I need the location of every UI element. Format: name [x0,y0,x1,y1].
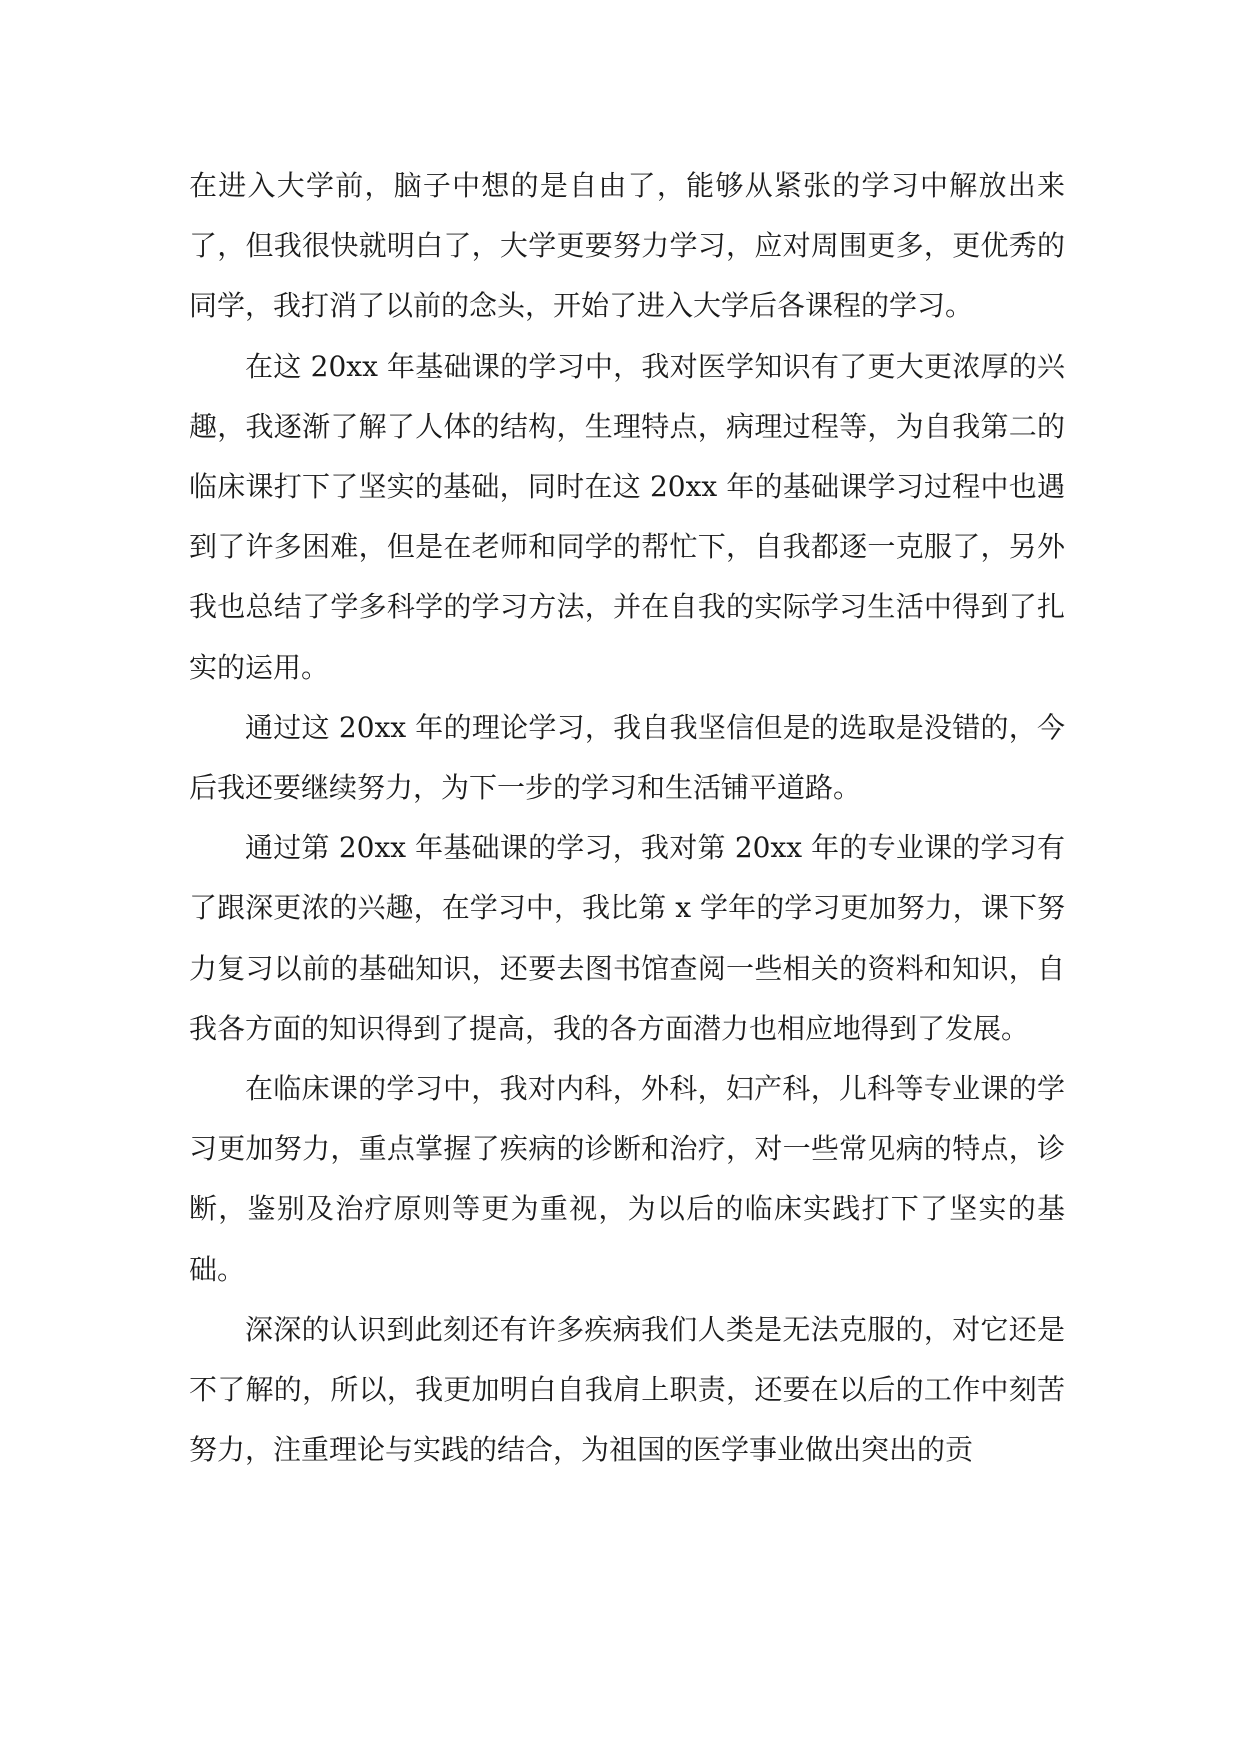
paragraph-2: 在这 20xx 年基础课的学习中，我对医学知识有了更大更浓厚的兴趣，我逐渐了解了人体的结构，生理特点，病理过程等，为自我第二的临床课打下了坚实的基础，同时在这 20xx 年的基础课学习过程中也遇到了许多困难，但是在老师和同学的帮忙下，自我都逐一克服了，另外我也总结了学多科学的学习方法，并在自我的实际学习生活中得到了扎实的运用。 [189,349,1065,684]
paragraph-4: 通过第 20xx 年基础课的学习，我对第 20xx 年的专业课的学习有了跟深更浓的兴趣，在学习中，我比第 x 学年的学习更加努力，课下努力复习以前的基础知识，还要去图书馆查阅一些相关的资料和知识，自我各方面的知识得到了提高，我的各方面潜力也相应地得到了发展。 [189,831,1065,1045]
paragraph-1: 在进入大学前，脑子中想的是自由了，能够从紧张的学习中解放出来了，但我很快就明白了，大学更要努力学习，应对周围更多，更优秀的同学，我打消了以前的念头，开始了进入大学后各课程的学习。 [189,169,1065,323]
paragraph-5: 在临床课的学习中，我对内科，外科，妇产科，儿科等专业课的学习更加努力，重点掌握了疾病的诊断和治疗，对一些常见病的特点，诊断，鉴别及治疗原则等更为重视，为以后的临床实践打下了坚实的基础。 [189,1072,1065,1286]
paragraph-6: 深深的认识到此刻还有许多疾病我们人类是无法克服的，对它还是不了解的，所以，我更加明白自我肩上职责，还要在以后的工作中刻苦努力，注重理论与实践的结合，为祖国的医学事业做出突出的贡 [189,1312,1065,1467]
paragraph-3: 通过这 20xx 年的理论学习，我自我坚信但是的选取是没错的，今后我还要继续努力，为下一步的学习和生活铺平道路。 [189,710,1065,805]
document-body [189,156,1065,1480]
